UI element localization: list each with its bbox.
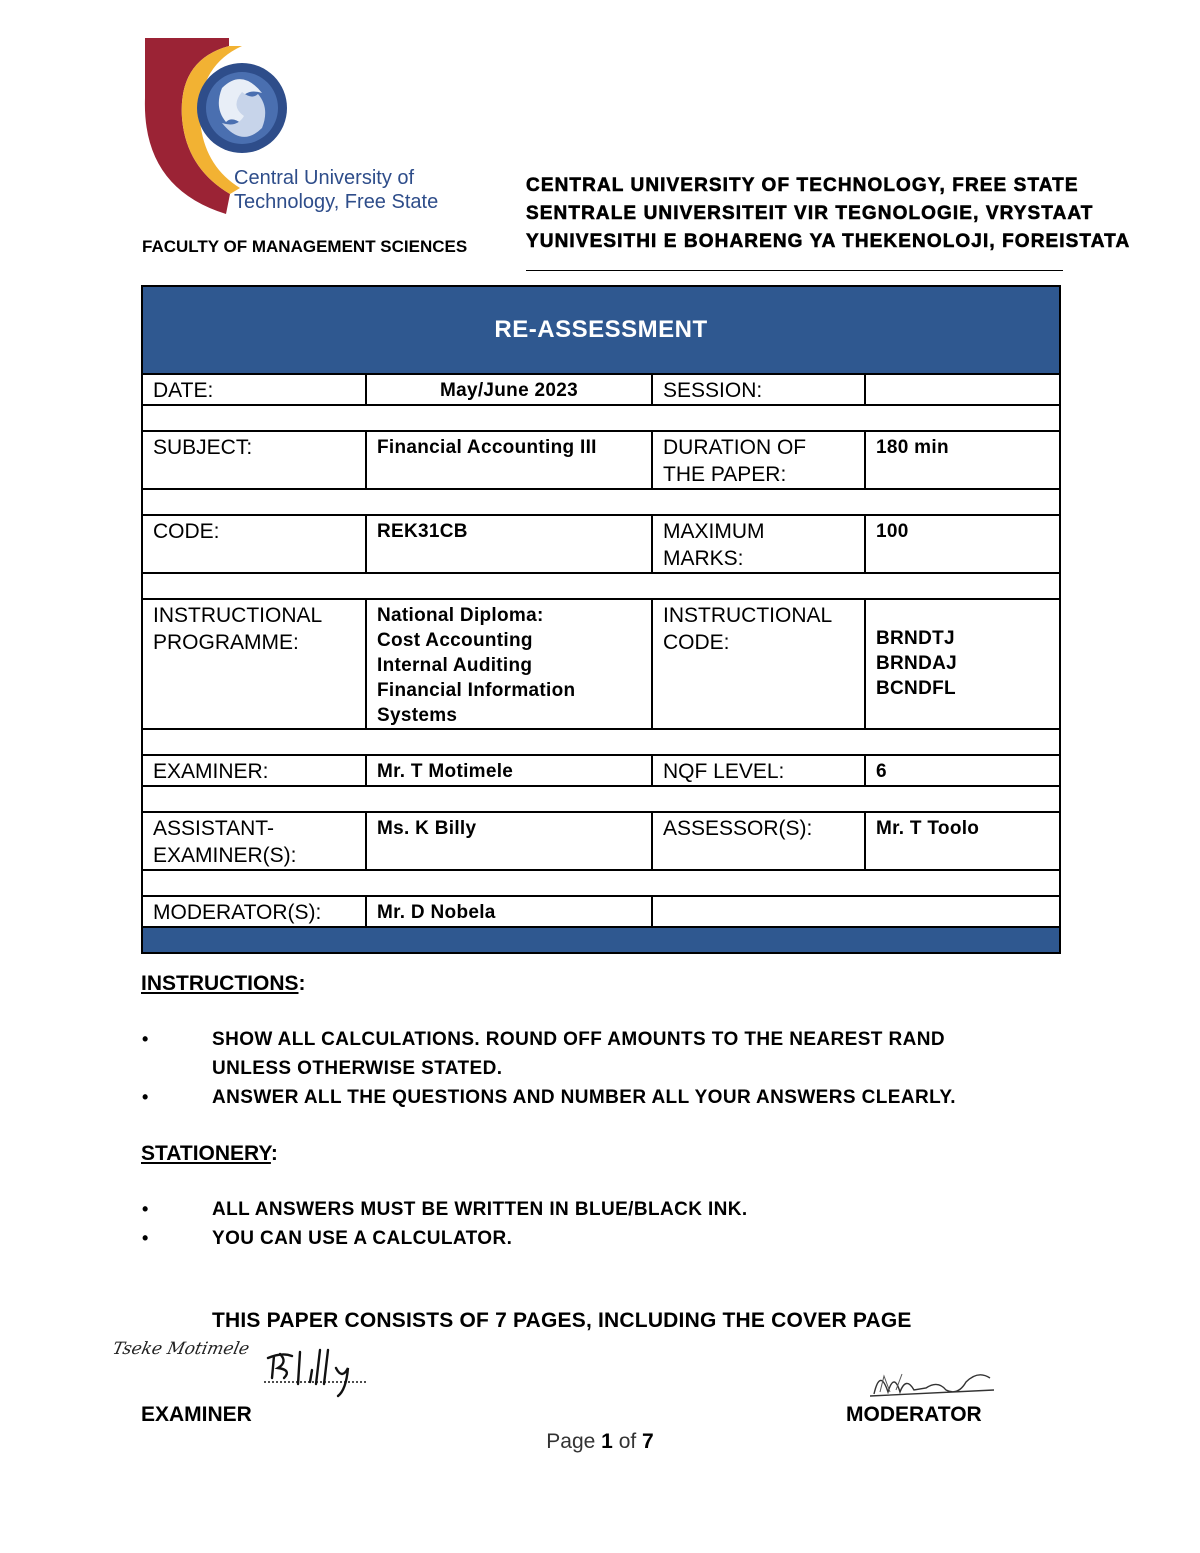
list-item: • ALL ANSWERS MUST BE WRITTEN IN BLUE/BLACK INK. — [142, 1195, 1062, 1224]
cover-info-table — [141, 285, 1061, 954]
table-spacer — [142, 405, 1060, 431]
list-item: • SHOW ALL CALCULATIONS. ROUND OFF AMOUNTS TO THE NEAREST RAND — [142, 1025, 1062, 1054]
moderator-label-cell: MODERATOR(S): — [142, 896, 366, 927]
list-item: • YOU CAN USE A CALCULATOR. — [142, 1224, 1062, 1253]
university-name-english: CENTRAL UNIVERSITY OF TECHNOLOGY, FREE STATE — [526, 175, 1079, 196]
examiner-signature-label: EXAMINER — [141, 1403, 252, 1426]
date-value: May/June 2023 — [366, 374, 652, 405]
session-label: SESSION: — [652, 374, 865, 405]
max-marks-label: MAXIMUM MARKS: — [652, 515, 865, 573]
instructional-code-label: INSTRUCTIONAL CODE: — [652, 599, 865, 729]
stationery-list — [142, 1195, 1062, 1253]
programme-label: INSTRUCTIONAL PROGRAMME: — [142, 599, 366, 729]
svg-text:Tseke Motimele: Tseke Motimele — [110, 1339, 252, 1359]
university-name-afrikaans: SENTRALE UNIVERSITEIT VIR TEGNOLOGIE, VRYSTAAT — [526, 203, 1094, 224]
list-item: UNLESS OTHERWISE STATED. — [212, 1058, 503, 1079]
code-value: REK31CB — [366, 515, 652, 573]
university-name-sesotho: YUNIVESITHI E BOHARENG YA THEKENOLOJI, FOREISTATA — [526, 231, 1131, 252]
table-spacer — [142, 489, 1060, 515]
assessment-title: RE-ASSESSMENT — [142, 286, 1060, 374]
session-value — [865, 374, 1060, 405]
university-logo — [142, 38, 452, 214]
assistant-examiner-signature — [262, 1344, 378, 1404]
header-divider — [526, 270, 1063, 271]
duration-value: 180 min — [865, 431, 1060, 489]
assistant-examiner-value: Ms. K Billy — [366, 812, 652, 870]
duration-label: DURATION OF THE PAPER: — [652, 431, 865, 489]
page-number: Page 1 of 7 — [546, 1430, 654, 1453]
moderator-signature-label: MODERATOR — [846, 1403, 982, 1426]
bullet-icon: • — [142, 1199, 149, 1219]
programme-value: National Diploma: Cost Accounting Internal Auditing Financial Information Systems — [366, 599, 652, 729]
empty-cell — [652, 896, 1060, 927]
bullet-icon: • — [142, 1087, 149, 1107]
subject-value: Financial Accounting III — [366, 431, 652, 489]
list-item: • ANSWER ALL THE QUESTIONS AND NUMBER ALL YOUR ANSWERS CLEARLY. — [142, 1083, 1062, 1112]
moderator-signature — [866, 1362, 996, 1402]
table-spacer — [142, 729, 1060, 755]
assessor-value: Mr. T Toolo — [865, 812, 1060, 870]
table-spacer — [142, 870, 1060, 896]
assessor-label: ASSESSOR(S): — [652, 812, 865, 870]
logo-text-line1: Central University of — [234, 167, 415, 189]
subject-label: SUBJECT: — [142, 431, 366, 489]
table-spacer — [142, 786, 1060, 812]
logo-text-line2: Technology, Free State — [234, 191, 439, 213]
university-names — [526, 172, 1131, 256]
nqf-level-value: 6 — [865, 755, 1060, 786]
examiner-handwritten-signature — [110, 1334, 252, 1364]
faculty-name: FACULTY OF MANAGEMENT SCIENCES — [142, 237, 468, 256]
date-label: DATE: — [142, 374, 366, 405]
code-label: CODE: — [142, 515, 366, 573]
moderator-value: Mr. D Nobela — [366, 896, 652, 927]
bullet-icon: • — [142, 1228, 149, 1248]
bullet-icon: • — [142, 1029, 149, 1049]
max-marks-value: 100 — [865, 515, 1060, 573]
table-footer-band — [142, 927, 1060, 953]
examiner-value: Mr. T Motimele — [366, 755, 652, 786]
page-count-note: THIS PAPER CONSISTS OF 7 PAGES, INCLUDING THE COVER PAGE — [212, 1309, 912, 1332]
instructions-heading: INSTRUCTIONS: — [141, 972, 306, 995]
instructional-code-value: BRNDTJ BRNDAJ BCNDFL — [865, 599, 1060, 729]
stationery-heading: STATIONERY: — [141, 1142, 278, 1165]
assistant-examiner-label: ASSISTANT- EXAMINER(S): — [142, 812, 366, 870]
table-spacer — [142, 573, 1060, 599]
examiner-label-cell: EXAMINER: — [142, 755, 366, 786]
nqf-level-label: NQF LEVEL: — [652, 755, 865, 786]
instructions-list — [142, 1025, 1062, 1112]
